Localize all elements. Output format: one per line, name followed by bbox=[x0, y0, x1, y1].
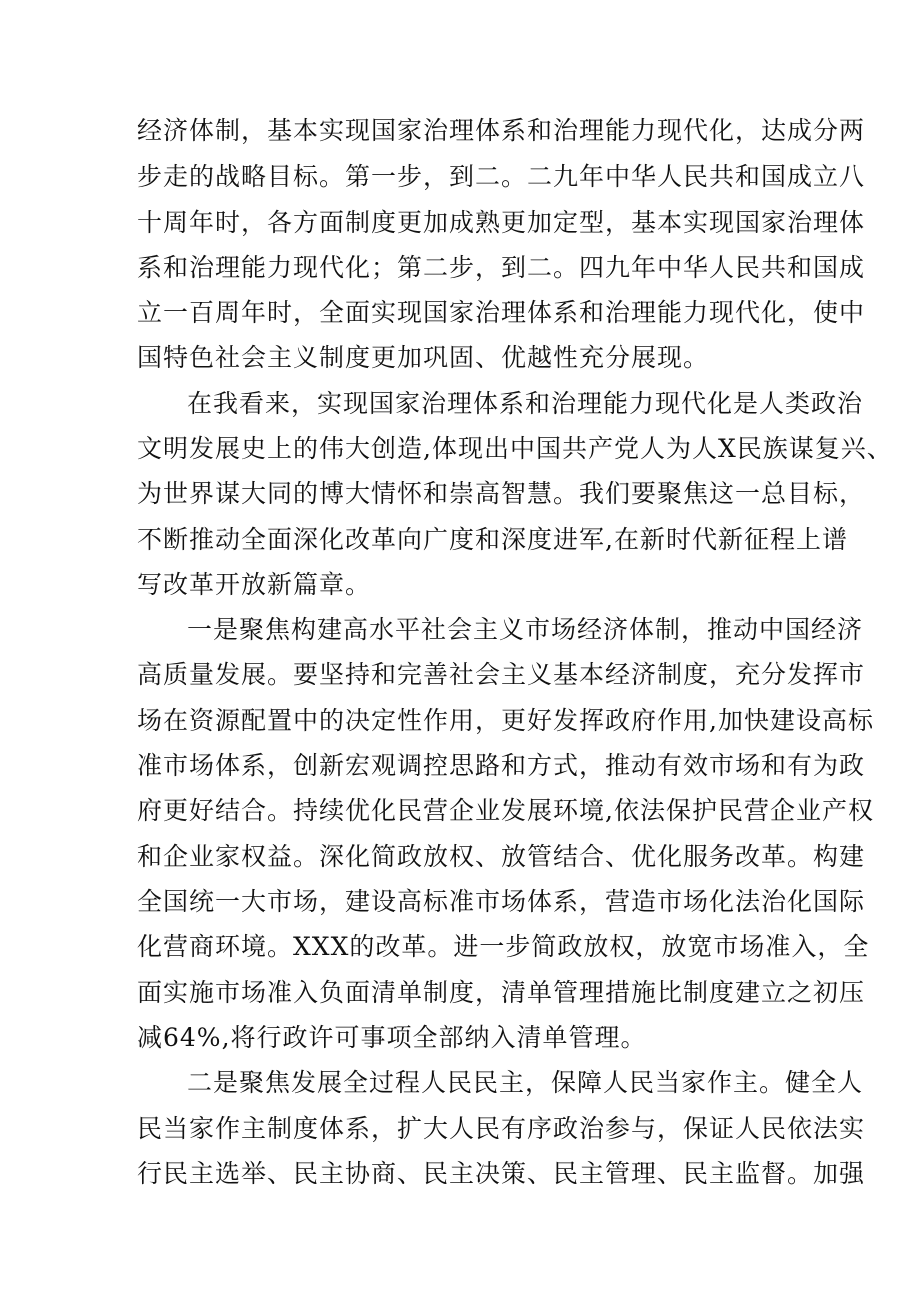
text-line: 行民主选举、民主协商、民主决策、民主管理、民主监督。加强 bbox=[137, 1159, 866, 1188]
text-line: 立一百周年时，全面实现国家治理体系和治理能力现代化，使中 bbox=[137, 298, 866, 327]
text-line: 减64%,将行政许可事项全部纳入清单管理。 bbox=[137, 1023, 647, 1052]
text-line: 场在资源配置中的决定性作用，更好发挥政府作用,加快建设高标 bbox=[137, 706, 874, 735]
text-line: 化营商环境。XXX的改革。进一步简政放权，放宽市场准入，全 bbox=[137, 932, 870, 961]
text-line: 文明发展史上的伟大创造,体现出中国共产党人为人X民族谋复兴、 bbox=[137, 434, 893, 463]
text-line: 府更好结合。持续优化民营企业发展环境,依法保护民营企业产权 bbox=[137, 796, 874, 825]
text-line: 民当家作主制度体系，扩大人民有序政治参与，保证人民依法实 bbox=[137, 1114, 866, 1143]
text-line: 国特色社会主义制度更加巩固、优越性充分展现。 bbox=[137, 343, 710, 372]
text-line: 十周年时，各方面制度更加成熟更加定型，基本实现国家治理体 bbox=[137, 208, 866, 237]
text-line: 准市场体系，创新宏观调控思路和方式，推动有效市场和有为政 bbox=[137, 751, 866, 780]
text-line: 写改革开放新篇章。 bbox=[137, 570, 372, 599]
text-line: 不断推动全面深化改革向广度和深度进军,在新时代新征程上谱 bbox=[137, 525, 848, 554]
paragraph-start: 一是聚焦构建高水平社会主义市场经济体制，推动中国经济 bbox=[187, 615, 864, 644]
text-line: 步走的战略目标。第一步，到二。二九年中华人民共和国成立八 bbox=[137, 162, 866, 191]
text-line: 经济体制，基本实现国家治理体系和治理能力现代化，达成分两 bbox=[137, 116, 866, 145]
paragraph-start: 在我看来，实现国家治理体系和治理能力现代化是人类政治 bbox=[187, 389, 864, 418]
text-line: 系和治理能力现代化；第二步，到二。四九年中华人民共和国成 bbox=[137, 253, 866, 282]
text-line: 和企业家权益。深化简政放权、放管结合、优化服务改革。构建 bbox=[137, 842, 866, 871]
paragraph-start: 二是聚焦发展全过程人民民主，保障人民当家作主。健全人 bbox=[187, 1068, 864, 1097]
text-line: 全国统一大市场，建设高标准市场体系，营造市场化法治化国际 bbox=[137, 887, 866, 916]
text-line: 高质量发展。要坚持和完善社会主义基本经济制度，充分发挥市 bbox=[137, 660, 866, 689]
text-line: 面实施市场准入负面清单制度，清单管理措施比制度建立之初压 bbox=[137, 978, 866, 1007]
text-line: 为世界谋大同的博大情怀和崇高智慧。我们要聚焦这一总目标， bbox=[137, 479, 866, 508]
